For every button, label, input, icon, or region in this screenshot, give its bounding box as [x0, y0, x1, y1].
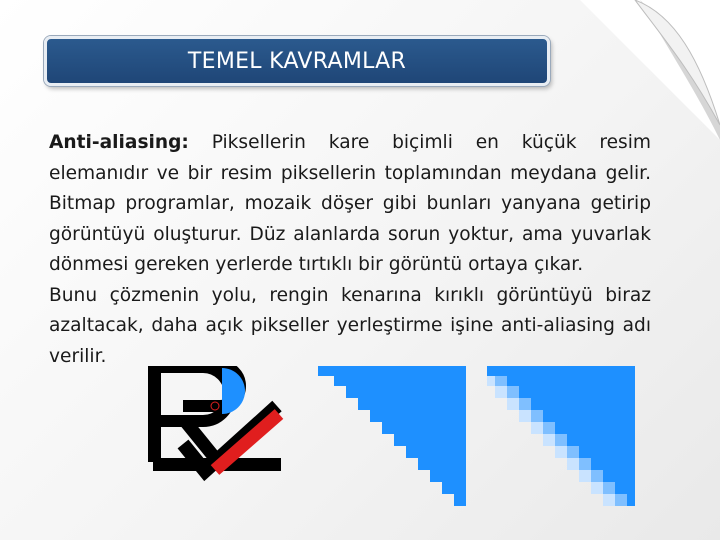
page-curl-corner	[580, 0, 720, 140]
figures-row	[145, 366, 645, 516]
paragraph-1-text: Piksellerin kare biçimli en küçük resim elemanıdır ve bir resim piksellerin toplamından meydana gelir. Bitmap programlar, mozaik döşer gibi bunları yanyana getirip görüntüyü oluşturur. Düz alanlarda sorun yoktur, ama yuvarlak dönmesi gereken yerlerde tırtıklı bir görüntü ortaya çıkar.	[49, 132, 651, 275]
antialiased-smooth-edge	[487, 366, 635, 506]
paragraph-1	[49, 128, 651, 281]
body-text	[49, 128, 651, 372]
aliased-staircase-edge	[318, 366, 466, 506]
paragraph-2: Bunu çözmenin yolu, rengin kenarına kırıklı görüntüyü biraz azaltacak, daha açık pikseller yerleştirme işine anti-aliasing adı verilir.	[49, 284, 651, 367]
title-banner	[44, 36, 550, 86]
slide-title: TEMEL KAVRAMLAR	[187, 48, 407, 74]
term-label: Anti-aliasing:	[49, 132, 189, 153]
anti-aliasing-logo-illustration	[148, 366, 281, 471]
